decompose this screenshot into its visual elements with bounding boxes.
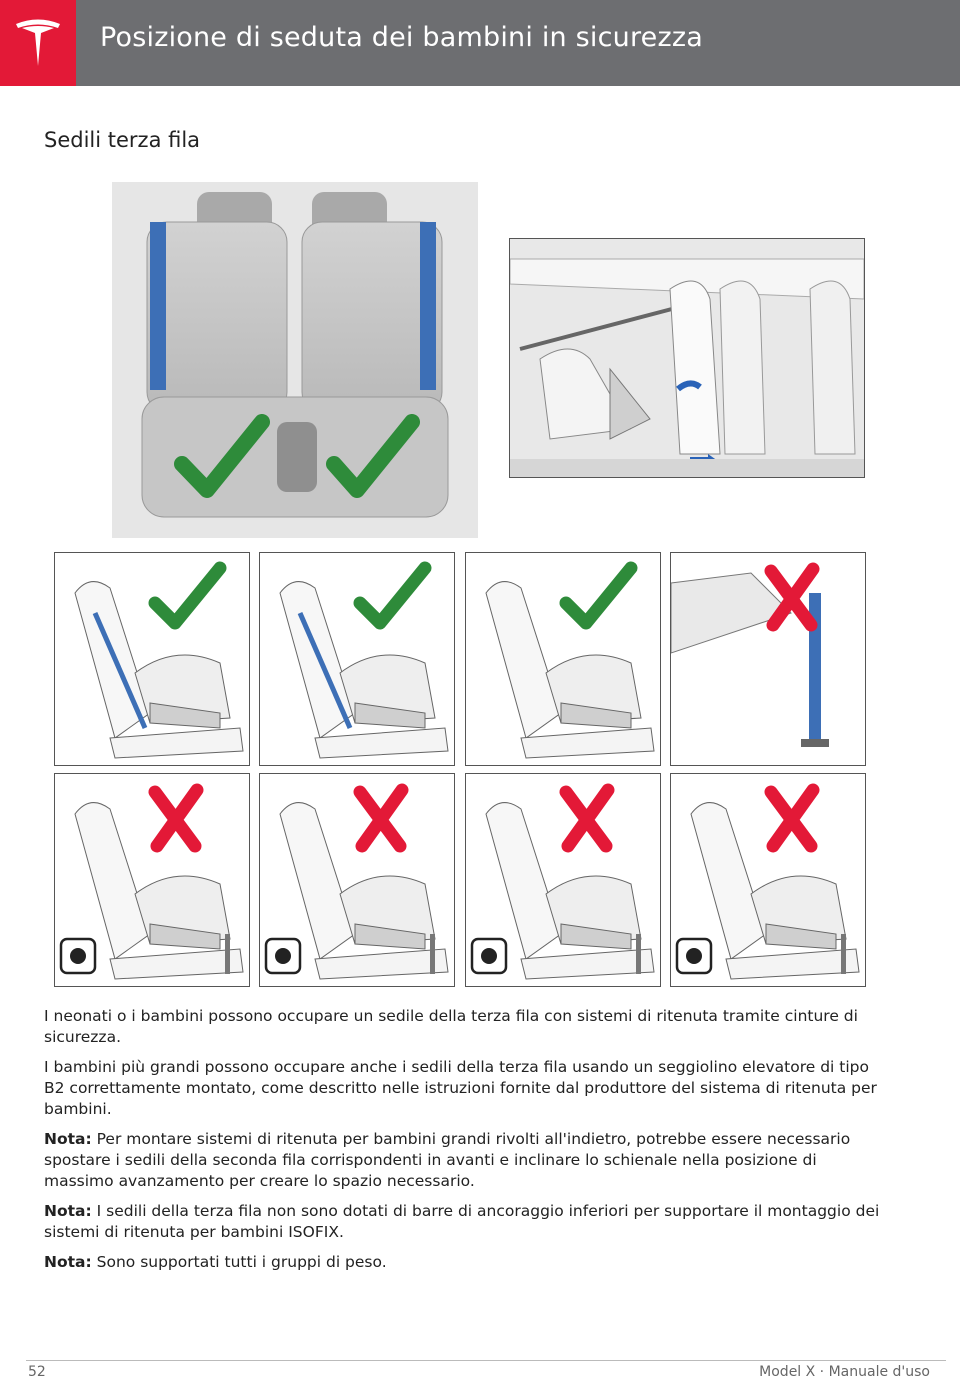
panel-illustration bbox=[466, 774, 660, 986]
note-label: Nota: bbox=[44, 1253, 92, 1271]
page-header bbox=[0, 0, 960, 86]
page-title: Posizione di seduta dei bambini in sicurezza bbox=[100, 22, 703, 53]
cross-icon bbox=[566, 790, 608, 846]
panel-illustration bbox=[55, 553, 249, 765]
installation-panel-1 bbox=[54, 552, 250, 766]
cross-icon bbox=[771, 569, 813, 625]
installation-panel-5 bbox=[54, 773, 250, 987]
cross-icon bbox=[360, 790, 402, 846]
installation-panel-2 bbox=[259, 552, 455, 766]
footer-rule bbox=[26, 1360, 946, 1361]
installation-panel-6 bbox=[259, 773, 455, 987]
seat-fold-diagram bbox=[509, 238, 865, 478]
note-text: Sono supportati tutti i gruppi di peso. bbox=[96, 1253, 387, 1271]
check-icon bbox=[566, 568, 631, 623]
panel-illustration bbox=[260, 553, 454, 765]
installation-panel-3 bbox=[465, 552, 661, 766]
note bbox=[44, 1129, 884, 1192]
note-text: Per montare sistemi di ritenuta per bambini grandi rivolti all'indietro, potrebbe essere necessario spostare i sedili della seconda fila corrispondenti in avanti e inclinare lo schienale nella posizione di massimo avanzamento per creare lo spazio necessario. bbox=[44, 1130, 851, 1190]
check-icon bbox=[360, 568, 425, 623]
check-icon bbox=[155, 568, 220, 623]
installation-panel-4 bbox=[670, 552, 866, 766]
manual-title: Model X · Manuale d'uso bbox=[759, 1364, 930, 1380]
note bbox=[44, 1252, 884, 1273]
panel-illustration bbox=[55, 774, 249, 986]
panel-illustration bbox=[260, 774, 454, 986]
body-text bbox=[44, 1006, 884, 1282]
note-text: I sedili della terza fila non sono dotati di barre di ancoraggio inferiori per supportare il montaggio dei sistemi di ritenuta per bambini ISOFIX. bbox=[44, 1202, 880, 1241]
installation-panel-7 bbox=[465, 773, 661, 987]
paragraph: I neonati o i bambini possono occupare un sedile della terza fila con sistemi di ritenuta tramite cinture di sicurezza. bbox=[44, 1007, 858, 1046]
installation-panel-8 bbox=[670, 773, 866, 987]
panel-illustration bbox=[671, 774, 865, 986]
note-label: Nota: bbox=[44, 1130, 92, 1148]
third-row-seats-photo bbox=[112, 182, 478, 538]
cross-icon bbox=[155, 790, 197, 846]
section-title: Sedili terza fila bbox=[44, 128, 201, 152]
note bbox=[44, 1201, 884, 1243]
page-number: 52 bbox=[28, 1364, 46, 1380]
panel-illustration bbox=[671, 553, 865, 765]
paragraph: I bambini più grandi possono occupare anche i sedili della terza fila usando un seggiolino elevatore di tipo B2 correttamente montato, come descritto nelle istruzioni fornite dal produttore del sistema di ritenuta per bambini. bbox=[44, 1058, 877, 1118]
panel-illustration bbox=[466, 553, 660, 765]
tesla-logo bbox=[0, 0, 76, 86]
cross-icon bbox=[771, 790, 813, 846]
note-label: Nota: bbox=[44, 1202, 92, 1220]
